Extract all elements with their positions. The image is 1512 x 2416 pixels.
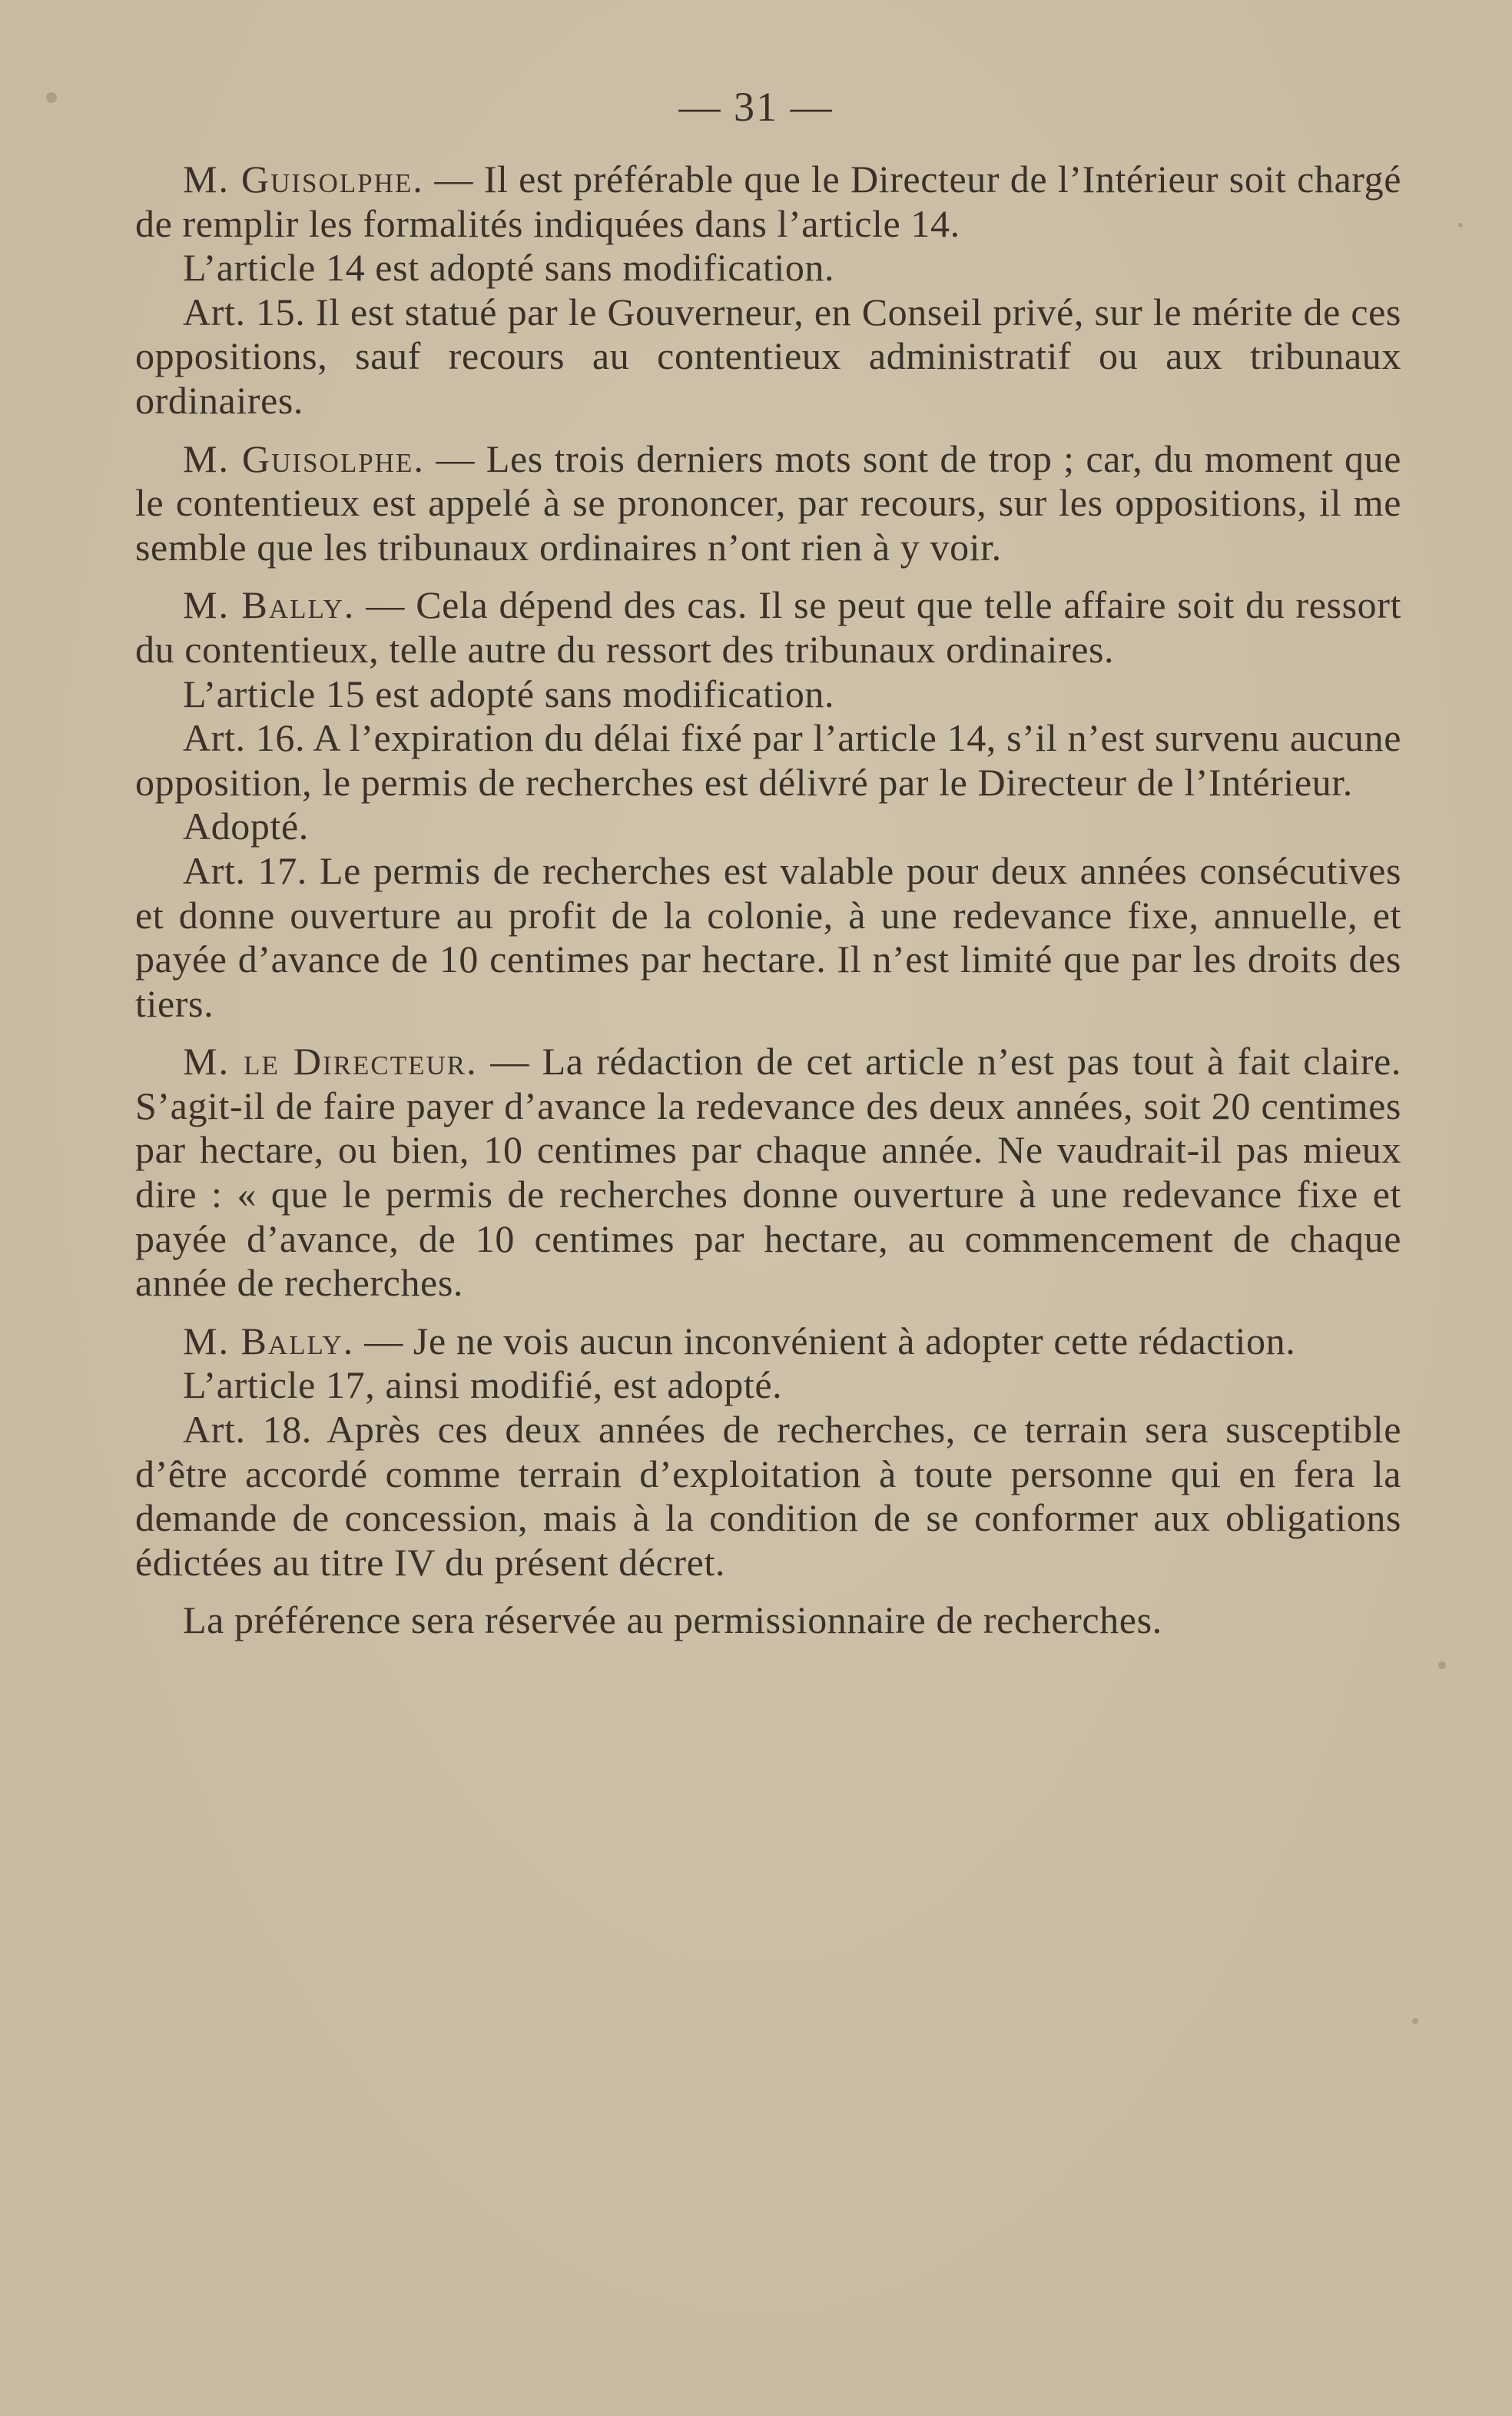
paragraph-9: [135, 849, 1401, 1026]
paragraph-text: — Cela dépend des cas. Il se peut que telle affaire soit du ressort du contentieux, telle autre du ressort des tribunaux ordinaires.: [135, 583, 1401, 671]
paragraph-text: Adopté.: [183, 805, 309, 848]
speaker-name: M. Guisolphe.: [183, 436, 425, 480]
page-number: — 31 —: [678, 84, 834, 130]
speaker-name: M. Guisolphe.: [183, 158, 424, 201]
speaker-name: M. Bally.: [183, 583, 356, 627]
paragraph-text: Art. 16. A l’expiration du délai fixé par l’article 14, s’il n’est survenu aucune opposition, le permis de recherches est délivré par le Directeur de l’Intérieur.: [135, 716, 1401, 804]
paragraph-7: [135, 716, 1401, 805]
paragraph-text: — Il est préférable que le Directeur de l’Intérieur soit chargé de remplir les formalités indiquées dans l’article 14.: [135, 158, 1401, 245]
paper-speck: [1412, 2018, 1418, 2024]
paragraph-2: [135, 246, 1401, 290]
body-text: [135, 158, 1401, 1643]
paragraph-text: L’article 14 est adopté sans modification.: [183, 246, 835, 290]
paragraph-text: — Je ne vois aucun inconvénient à adopter cette rédaction.: [354, 1319, 1296, 1362]
paragraph-text: — La rédaction de cet article n’est pas tout à fait claire. S’agit-il de faire payer d’avance la redevance des deux années, soit 20 centimes par hectare, ou bien, 10 centimes par chaque année. Ne vaudrait-il pas mieux dire : « que le permis de recherches donne ouverture à une redevance fixe et payée d’avance, de 10 centimes par hectare, au commencement de chaque année de recherches.: [135, 1040, 1401, 1305]
paragraph-text: — Les trois derniers mots sont de trop ; car, du moment que le contentieux est appelé à se prononcer, par recours, sur les oppositions, il me semble que les tribunaux ordinaires n’ont rien à y voir.: [135, 436, 1401, 569]
paper-speck: [1458, 223, 1463, 227]
paragraph-text: Art. 17. Le permis de recherches est valable pour deux années consécutives et donne ouverture au profit de la colonie, à une redevance fixe, annuelle, et payée d’avance de 10 centimes par hectare. Il n’est limité que par les droits des tiers.: [135, 848, 1401, 1025]
paper-speck: [1438, 1661, 1446, 1669]
speaker-name: M. le Directeur.: [183, 1040, 478, 1084]
paragraph-3: [135, 290, 1401, 423]
paragraph-text: La préférence sera réservée au permissionnaire de recherches.: [183, 1598, 1162, 1642]
paragraph-11: [135, 1319, 1401, 1364]
paragraph-5: [135, 583, 1401, 672]
paragraph-13: [135, 1408, 1401, 1585]
paragraph-text: L’article 15 est adopté sans modification.: [183, 672, 835, 715]
paragraph-14: [135, 1598, 1401, 1643]
speaker-name: M. Bally.: [183, 1319, 355, 1362]
paragraph-6: [135, 672, 1401, 717]
paragraph-8: [135, 805, 1401, 849]
paragraph-1: [135, 158, 1401, 246]
paragraph-text: L’article 17, ainsi modifié, est adopté.: [183, 1363, 783, 1407]
paragraph-10: [135, 1040, 1401, 1306]
paragraph-text: Art. 15. Il est statué par le Gouverneur, en Conseil privé, sur le mérite de ces oppositions, sauf recours au contentieux administratif ou aux tribunaux ordinaires.: [135, 290, 1401, 422]
paragraph-text: Art. 18. Après ces deux années de recherches, ce terrain sera susceptible d’être accordé comme terrain d’exploitation à toute personne qui en fera la demande de concession, mais à la condition de se conformer aux obligations édictées au titre IV du présent décret.: [135, 1408, 1401, 1584]
paragraph-12: [135, 1363, 1401, 1408]
paragraph-4: [135, 437, 1401, 570]
